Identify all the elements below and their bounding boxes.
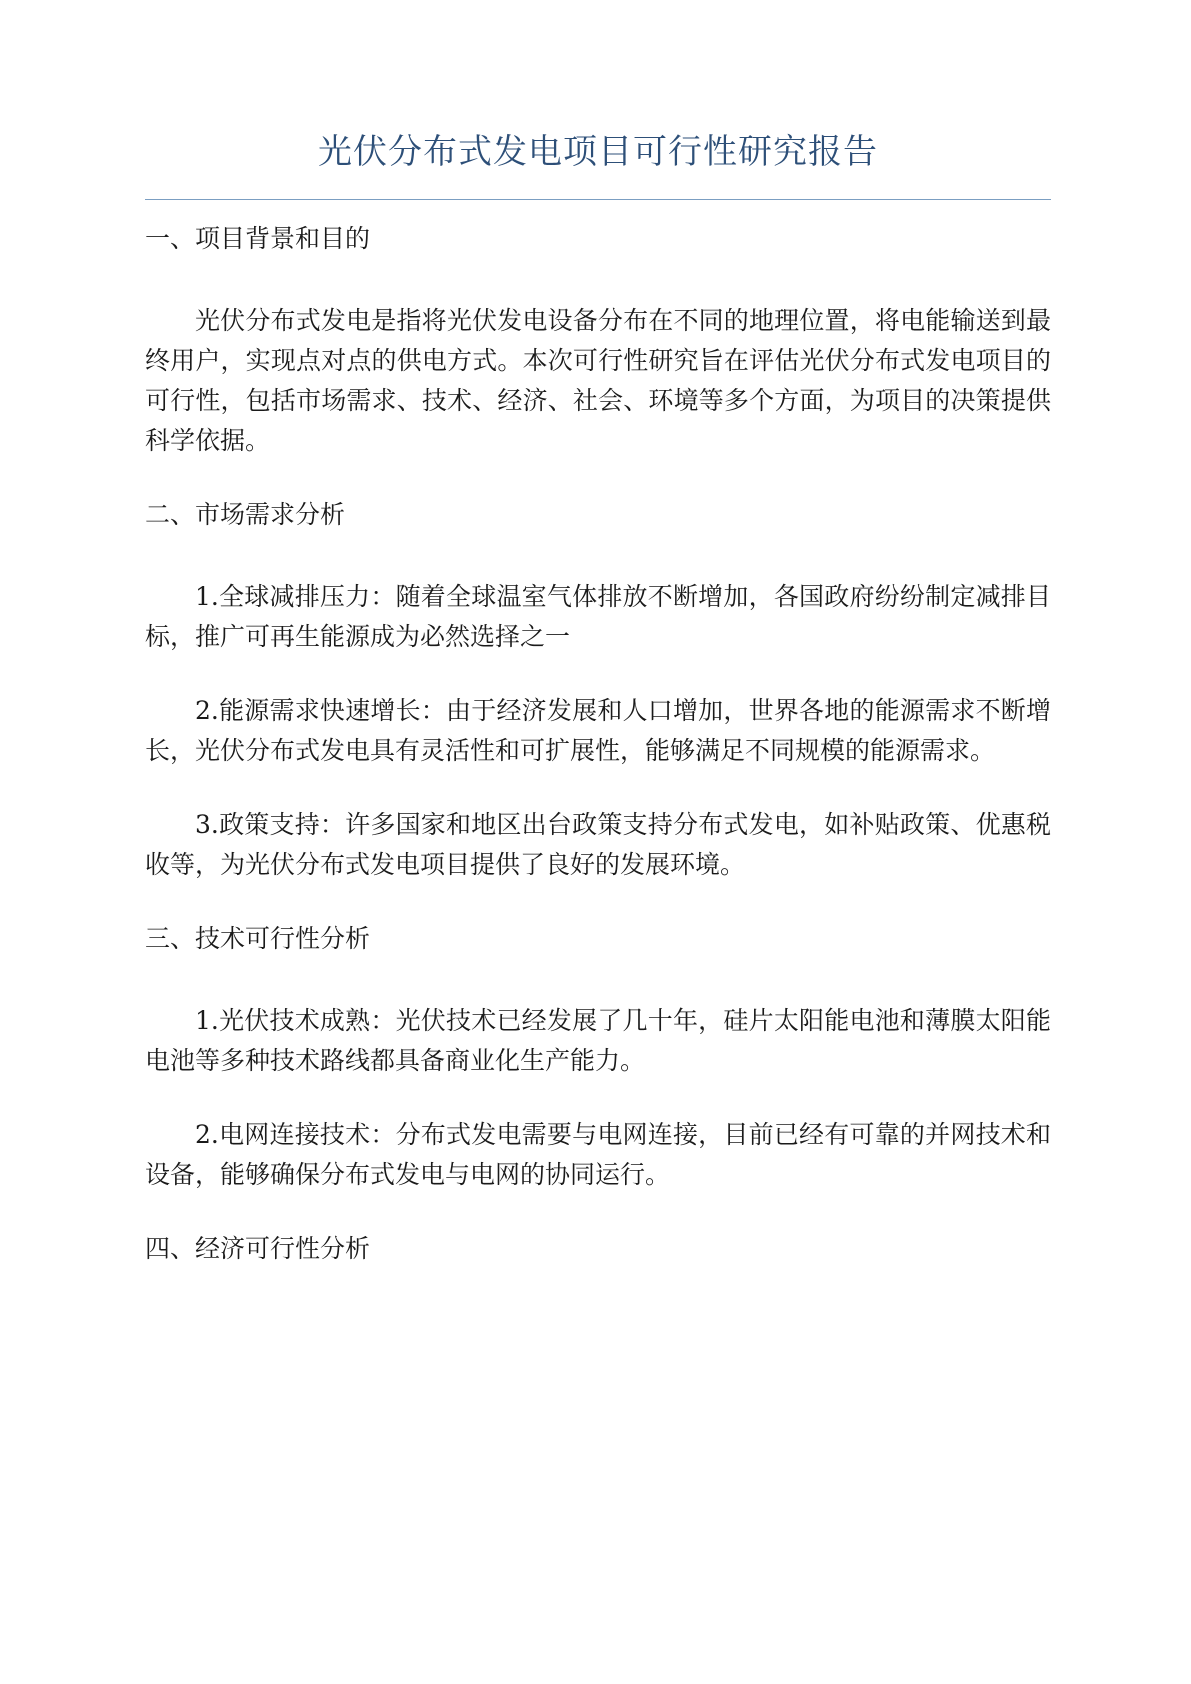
- body-paragraph: 2.能源需求快速增长：由于经济发展和人口增加，世界各地的能源需求不断增长，光伏分布式发电具有灵活性和可扩展性，能够满足不同规模的能源需求。: [145, 696, 1051, 765]
- section-heading: 二、市场需求分析: [145, 500, 346, 529]
- section-heading: 三、技术可行性分析: [145, 924, 371, 953]
- body-paragraph: 1.全球减排压力：随着全球温室气体排放不断增加，各国政府纷纷制定减排目标，推广可再生能源成为必然选择之一: [145, 582, 1051, 651]
- title-divider: [145, 199, 1051, 200]
- body-paragraph: 2.电网连接技术：分布式发电需要与电网连接，目前已经有可靠的并网技术和设备，能够确保分布式发电与电网的协同运行。: [145, 1120, 1051, 1189]
- body-paragraph: 3.政策支持：许多国家和地区出台政策支持分布式发电，如补贴政策、优惠税收等，为光伏分布式发电项目提供了良好的发展环境。: [145, 810, 1051, 879]
- document-title: 光伏分布式发电项目可行性研究报告: [318, 132, 878, 172]
- body-paragraph: 1.光伏技术成熟：光伏技术已经发展了几十年，硅片太阳能电池和薄膜太阳能电池等多种技术路线都具备商业化生产能力。: [145, 1006, 1051, 1075]
- section-heading: 四、经济可行性分析: [145, 1234, 371, 1263]
- section-heading: 一、项目背景和目的: [145, 224, 371, 253]
- document-body: [145, 219, 1051, 1269]
- body-paragraph: 光伏分布式发电是指将光伏发电设备分布在不同的地理位置，将电能输送到最终用户，实现点对点的供电方式。本次可行性研究旨在评估光伏分布式发电项目的可行性，包括市场需求、技术、经济、社会、环境等多个方面，为项目的决策提供科学依据。: [145, 306, 1051, 455]
